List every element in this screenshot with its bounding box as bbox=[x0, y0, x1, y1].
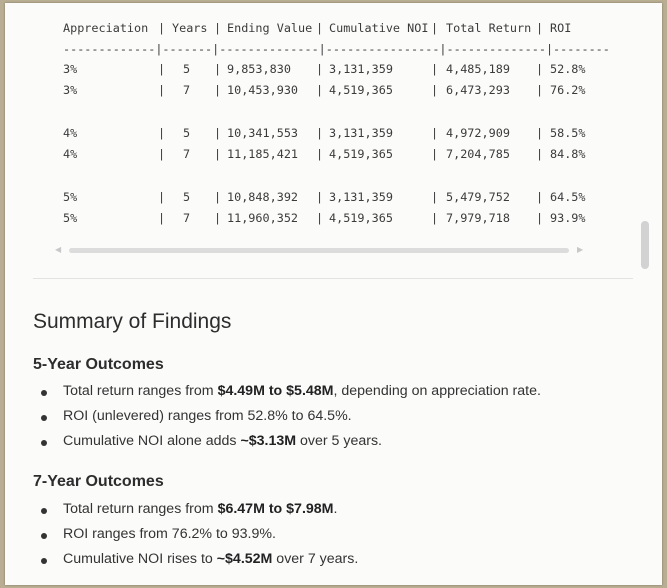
list-item bbox=[63, 433, 382, 449]
column-separator: | bbox=[214, 62, 222, 76]
cell-roi: 84.8% bbox=[550, 147, 586, 161]
column-separator: | bbox=[536, 83, 544, 97]
column-separator: | bbox=[158, 83, 166, 97]
cell-roi: 52.8% bbox=[550, 62, 586, 76]
horizontal-scroll-thumb[interactable] bbox=[69, 248, 569, 253]
list-item bbox=[63, 383, 541, 399]
cell-cumulative-noi: 4,519,365 bbox=[329, 83, 393, 97]
cell-years: 7 bbox=[183, 147, 191, 161]
list-item-text: Total return ranges from bbox=[63, 383, 218, 399]
column-separator: | bbox=[431, 126, 439, 140]
chat-response-panel bbox=[5, 3, 662, 585]
cell-cumulative-noi: 3,131,359 bbox=[329, 190, 393, 204]
cell-cumulative-noi: 3,131,359 bbox=[329, 126, 393, 140]
column-separator: | bbox=[158, 147, 166, 161]
cell-cumulative-noi: 4,519,365 bbox=[329, 211, 393, 225]
column-separator: | bbox=[316, 211, 324, 225]
cell-ending-value: 10,848,392 bbox=[227, 190, 299, 204]
list-item-bold-text: ~$3.13M bbox=[240, 433, 297, 449]
column-header-cumulative-noi: Cumulative NOI bbox=[329, 21, 429, 35]
column-separator: | bbox=[431, 211, 439, 225]
cell-roi: 58.5% bbox=[550, 126, 586, 140]
list-item-text: Total return ranges from bbox=[63, 501, 218, 517]
column-separator: | bbox=[536, 21, 544, 35]
bullet-dot-icon bbox=[41, 390, 47, 396]
cell-total-return: 5,479,752 bbox=[446, 190, 510, 204]
table-row bbox=[5, 61, 625, 77]
column-separator: | bbox=[536, 62, 544, 76]
column-header-roi: ROI bbox=[550, 21, 572, 35]
column-header-appreciation: Appreciation bbox=[63, 21, 149, 35]
column-separator: | bbox=[158, 21, 166, 35]
cell-roi: 93.9% bbox=[550, 211, 586, 225]
list-item-bold-text: $4.49M to $5.48M bbox=[217, 383, 334, 399]
cell-ending-value: 10,453,930 bbox=[227, 83, 299, 97]
list-item-text: . bbox=[333, 501, 338, 517]
column-separator: | bbox=[316, 62, 324, 76]
cell-ending-value: 11,960,352 bbox=[227, 211, 299, 225]
cell-appreciation: 3% bbox=[63, 62, 78, 76]
bullet-dot-icon bbox=[41, 415, 47, 421]
table-row bbox=[5, 146, 625, 162]
list-item bbox=[63, 501, 337, 517]
cell-years: 5 bbox=[183, 126, 191, 140]
cell-roi: 76.2% bbox=[550, 83, 586, 97]
table-row bbox=[5, 210, 625, 226]
column-separator: | bbox=[158, 126, 166, 140]
list-item-text: over 7 years. bbox=[272, 551, 359, 567]
cell-appreciation: 4% bbox=[63, 147, 78, 161]
list-item-bold-text: ~$4.52M bbox=[216, 551, 273, 567]
column-separator: | bbox=[158, 211, 166, 225]
table-row bbox=[5, 125, 625, 141]
bullet-dot-icon bbox=[41, 508, 47, 514]
table-row bbox=[5, 82, 625, 98]
column-separator: | bbox=[214, 147, 222, 161]
list-item-text: ROI (unlevered) ranges from 52.8% to 64.5%. bbox=[63, 408, 352, 424]
cell-ending-value: 11,185,421 bbox=[227, 147, 299, 161]
column-separator: | bbox=[316, 83, 324, 97]
list-item-text: Cumulative NOI alone adds bbox=[63, 433, 241, 449]
list-item-text: over 5 years. bbox=[296, 433, 382, 449]
section-heading: 5-Year Outcomes bbox=[33, 356, 164, 373]
list-item-text: ROI ranges from 76.2% to 93.9%. bbox=[63, 526, 276, 542]
list-item-bold-text: $6.47M to $7.98M bbox=[217, 501, 334, 517]
cell-appreciation: 4% bbox=[63, 126, 78, 140]
column-separator: | bbox=[431, 83, 439, 97]
column-header-total-return: Total Return bbox=[446, 21, 532, 35]
code-block-table bbox=[5, 3, 625, 265]
table-separator-line: -------------|-------|--------------|----------------|--------------|-------- bbox=[63, 42, 610, 56]
cell-cumulative-noi: 3,131,359 bbox=[329, 62, 393, 76]
table-header-row bbox=[5, 20, 625, 36]
scroll-left-arrow-icon[interactable]: ◀ bbox=[55, 245, 62, 254]
cell-ending-value: 10,341,553 bbox=[227, 126, 299, 140]
column-separator: | bbox=[536, 211, 544, 225]
column-separator: | bbox=[316, 147, 324, 161]
bullet-dot-icon bbox=[41, 558, 47, 564]
cell-years: 5 bbox=[183, 62, 191, 76]
column-separator: | bbox=[536, 126, 544, 140]
list-item bbox=[63, 551, 358, 567]
column-separator: | bbox=[431, 21, 439, 35]
column-separator: | bbox=[214, 83, 222, 97]
column-separator: | bbox=[536, 147, 544, 161]
cell-appreciation: 5% bbox=[63, 211, 78, 225]
horizontal-scrollbar[interactable] bbox=[55, 245, 585, 255]
column-separator: | bbox=[431, 147, 439, 161]
column-header-ending-value: Ending Value bbox=[227, 21, 313, 35]
column-separator: | bbox=[158, 190, 166, 204]
cell-cumulative-noi: 4,519,365 bbox=[329, 147, 393, 161]
bullet-dot-icon bbox=[41, 533, 47, 539]
column-separator: | bbox=[214, 190, 222, 204]
cell-total-return: 4,972,909 bbox=[446, 126, 510, 140]
cell-total-return: 4,485,189 bbox=[446, 62, 510, 76]
bullet-dot-icon bbox=[41, 440, 47, 446]
cell-total-return: 6,473,293 bbox=[446, 83, 510, 97]
cell-appreciation: 3% bbox=[63, 83, 78, 97]
table-row bbox=[5, 189, 625, 205]
column-separator: | bbox=[316, 190, 324, 204]
section-divider bbox=[33, 278, 633, 279]
column-separator: | bbox=[316, 21, 324, 35]
list-item-text: Cumulative NOI rises to bbox=[63, 551, 217, 567]
cell-appreciation: 5% bbox=[63, 190, 78, 204]
list-item bbox=[63, 408, 352, 424]
cell-ending-value: 9,853,830 bbox=[227, 62, 291, 76]
cell-total-return: 7,979,718 bbox=[446, 211, 510, 225]
cell-years: 7 bbox=[183, 211, 191, 225]
cell-years: 7 bbox=[183, 83, 191, 97]
column-separator: | bbox=[431, 62, 439, 76]
column-separator: | bbox=[431, 190, 439, 204]
column-separator: | bbox=[536, 190, 544, 204]
scroll-right-arrow-icon[interactable]: ▶ bbox=[577, 245, 584, 254]
section-heading: 7-Year Outcomes bbox=[33, 473, 164, 490]
column-separator: | bbox=[214, 126, 222, 140]
cell-roi: 64.5% bbox=[550, 190, 586, 204]
column-separator: | bbox=[316, 126, 324, 140]
column-separator: | bbox=[214, 211, 222, 225]
column-separator: | bbox=[158, 62, 166, 76]
vertical-scroll-thumb[interactable] bbox=[641, 221, 649, 269]
cell-years: 5 bbox=[183, 190, 191, 204]
column-header-years: Years bbox=[172, 21, 208, 35]
cell-total-return: 7,204,785 bbox=[446, 147, 510, 161]
list-item-text: , depending on appreciation rate. bbox=[333, 383, 541, 399]
list-item bbox=[63, 526, 276, 542]
summary-title: Summary of Findings bbox=[33, 310, 232, 333]
column-separator: | bbox=[214, 21, 222, 35]
